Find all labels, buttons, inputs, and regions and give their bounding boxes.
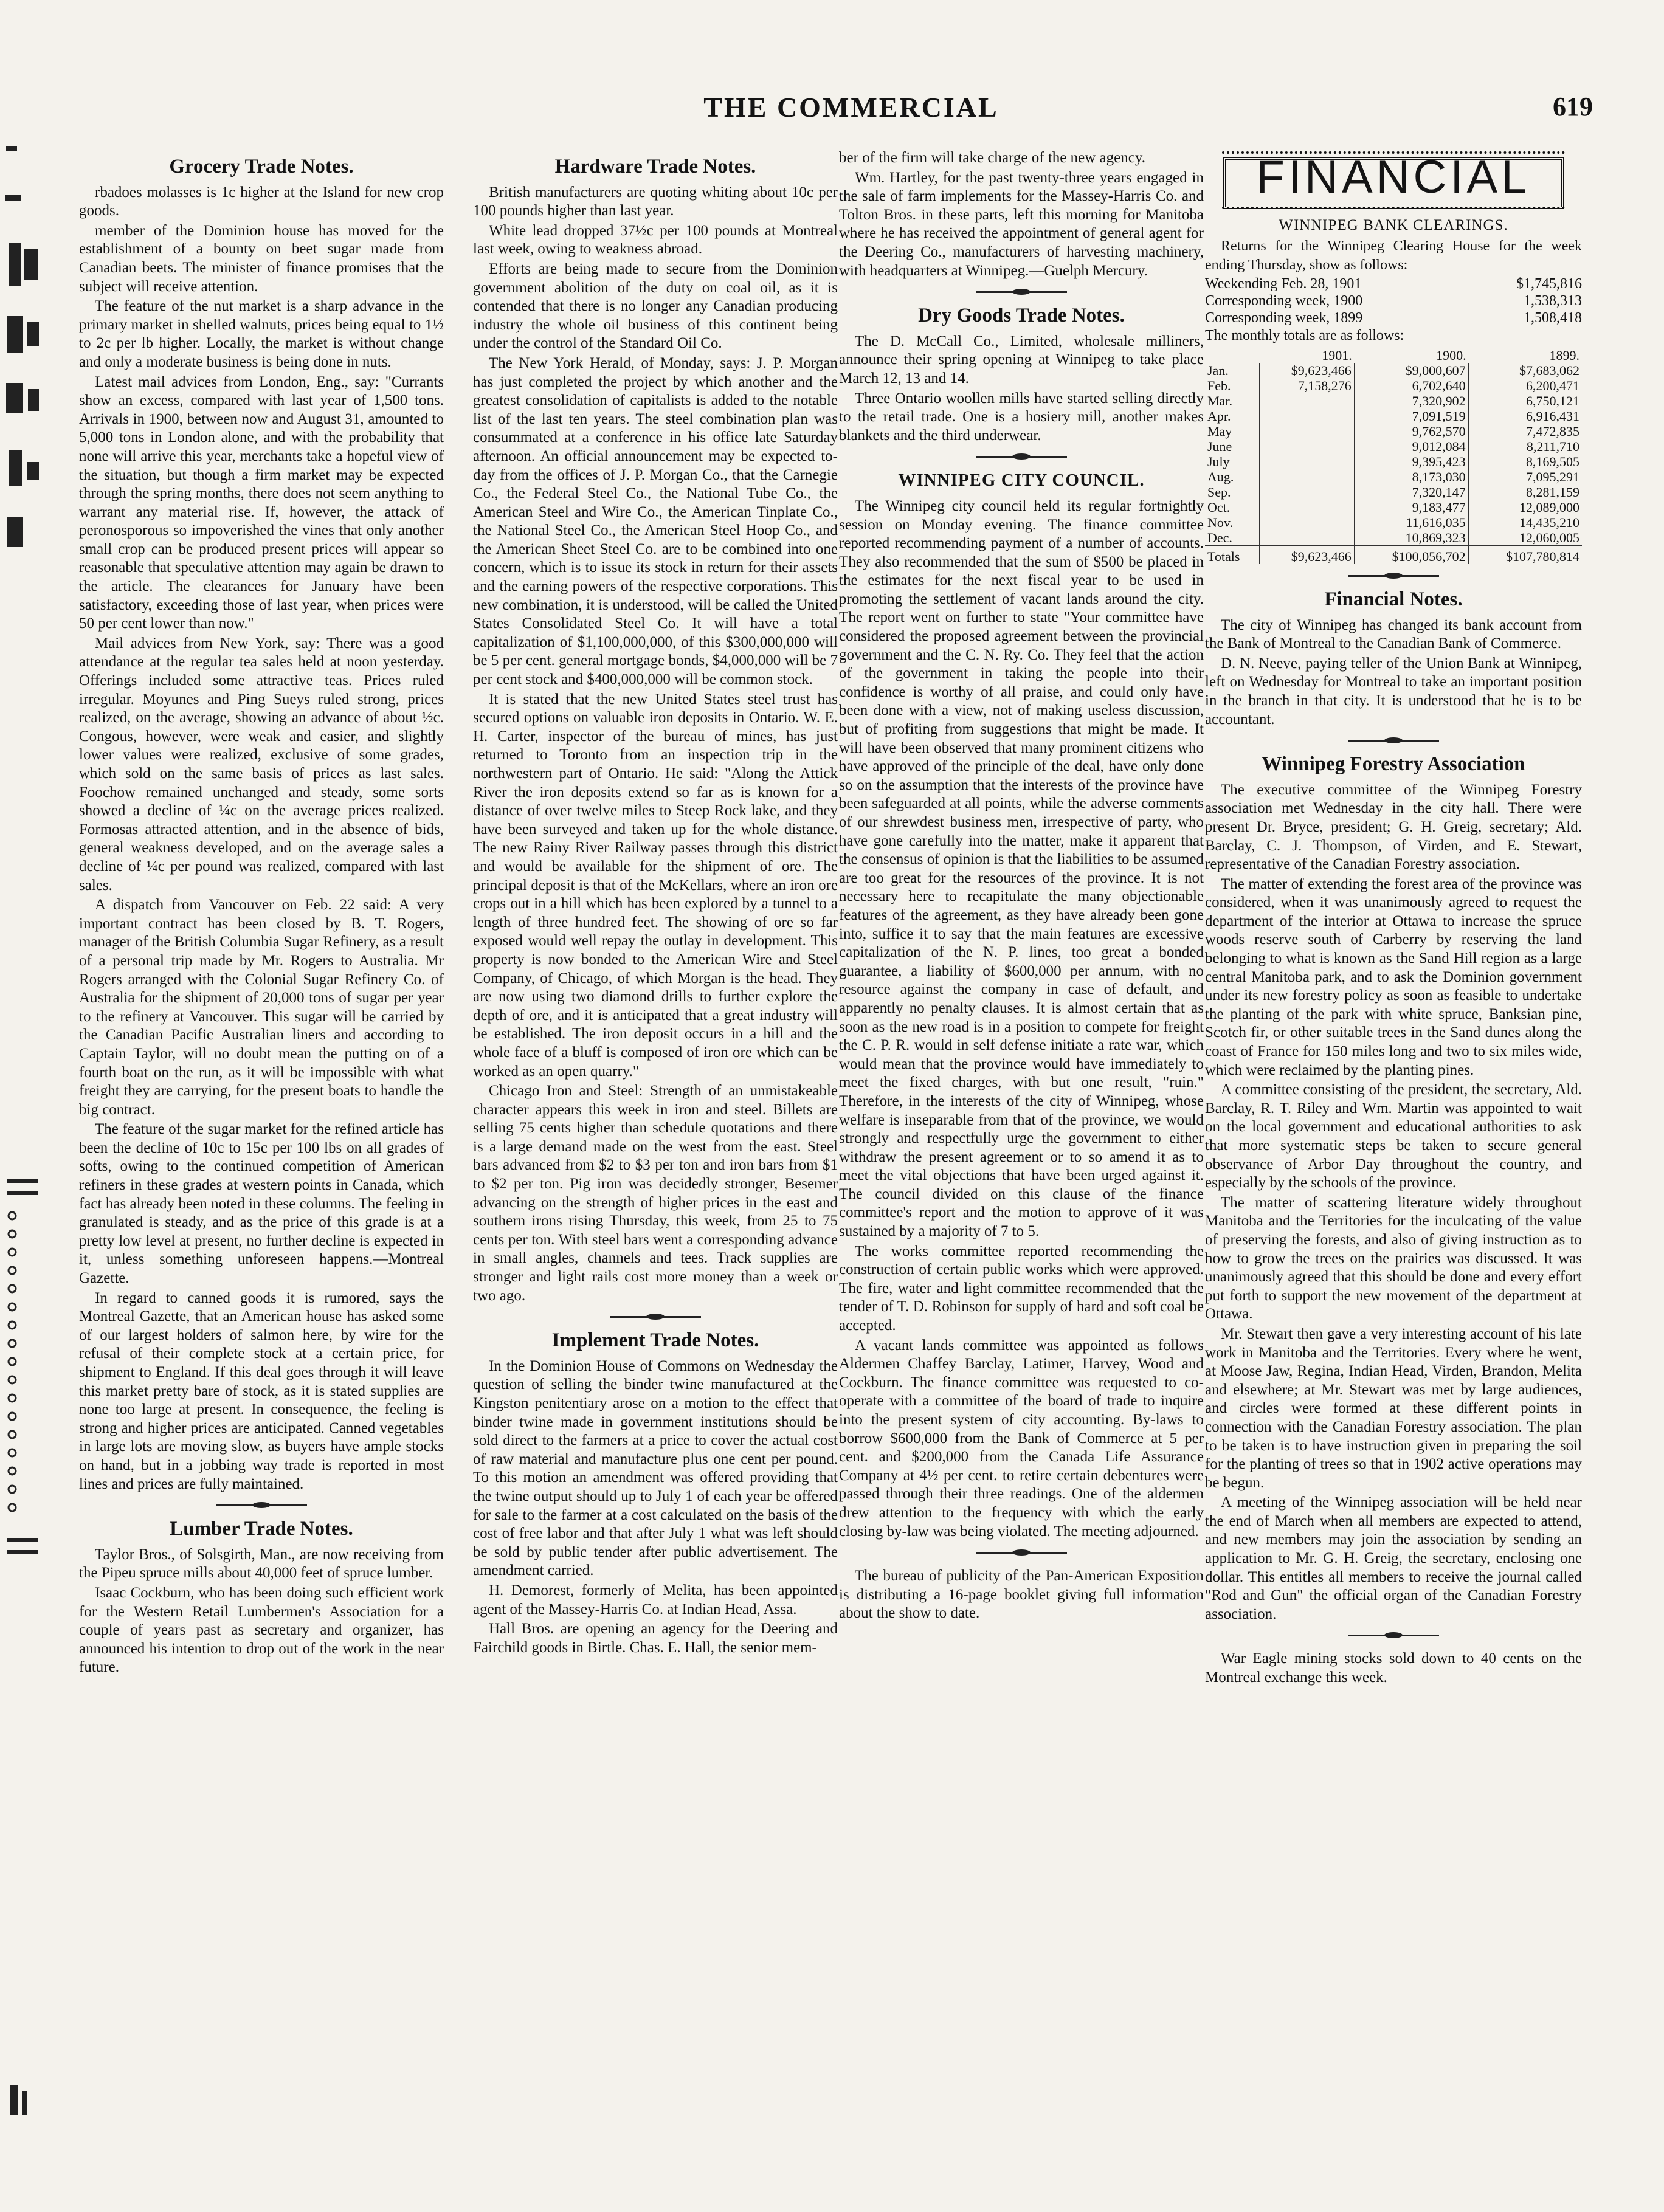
- table-row: [1205, 408, 1582, 424]
- forestry-paragraph: A committee consisting of the president, the secretary, Ald. Barclay, R. T. Riley and Wm. Martin was appointed to wait on the local government and educational authorities to ask that more systematic steps be taken to secure general observance of Arbor Day throughout the country, and especially by the schools of the province.: [1205, 1081, 1582, 1191]
- year-header: 1899.: [1549, 347, 1579, 363]
- financial-notes-heading: Financial Notes.: [1324, 588, 1463, 610]
- amount-cell: 8,169,505: [1469, 454, 1582, 469]
- financial-notes-paragraph: The city of Winnipeg has changed its bank account from the Bank of Montreal to the Canadian Bank of Commerce.: [1205, 616, 1582, 652]
- financial-notes-paragraph: D. N. Neeve, paying teller of the Union Bank at Winnipeg, left on Wednesday for Montreal to take an important position in the branch in that city. It is understood that he is to be accountant.: [1205, 655, 1582, 728]
- amount-cell: [1260, 454, 1355, 469]
- amount-cell: 8,173,030: [1355, 469, 1469, 484]
- table-row: [1205, 393, 1582, 408]
- amount-cell: $9,623,466: [1260, 546, 1355, 564]
- month-cell: May: [1207, 423, 1232, 439]
- implement-heading: Implement Trade Notes.: [551, 1329, 759, 1352]
- amount-cell: 7,320,147: [1355, 484, 1469, 500]
- table-header-row: [1205, 348, 1582, 363]
- month-cell: Oct.: [1207, 499, 1231, 515]
- section-separator: [216, 1504, 307, 1509]
- table-row: [1205, 530, 1582, 546]
- banner-dotted-border: [1222, 207, 1565, 215]
- month-cell: Sep.: [1207, 484, 1231, 500]
- section-separator: [976, 291, 1067, 295]
- amount-cell: [1260, 484, 1355, 500]
- amount-cell: 9,012,084: [1355, 439, 1469, 454]
- section-separator: [610, 1316, 701, 1320]
- column-1: [79, 149, 444, 1678]
- table-row: [1205, 484, 1582, 500]
- war-eagle-paragraph: War Eagle mining stocks sold down to 40 cents on the Montreal exchange this week.: [1205, 1650, 1582, 1686]
- amount-cell: 14,435,210: [1469, 515, 1582, 530]
- continued-paragraph: ber of the firm will take charge of the new agency.: [839, 150, 1145, 166]
- forestry-paragraph: The matter of extending the forest area of the province was considered, when it was unanimously agreed to request the department of the interior at Ottawa to increase the spruce woods reserve south of Carberry by reserving the land belonging to what is known as the Sand Hill region as a large central Manitoba park, and to ask the Dominion government under its new forestry policy as soon as feasible to undertake the planting of the park with white spruce, Banksian pine, Scotch fir, or other suitable trees in the Sand dunes along the coast of France for 150 miles long and two to six miles wide, which were reclaimed by the planting pines.: [1205, 875, 1582, 1078]
- month-cell: Apr.: [1207, 408, 1231, 424]
- table-row: [1205, 424, 1582, 439]
- hardware-paragraph: British manufacturers are quoting whiting about 10c per 100 pounds higher than last year.: [473, 184, 838, 219]
- weekly-clearings: [1205, 275, 1582, 326]
- hardware-paragraph: Efforts are being made to secure from the Dominion government abolition of the duty on coal oil, as it is contended that there is no longer any Canadian producing industry the whole oil business of this continent being under the control of the Standard Oil Co.: [473, 260, 838, 352]
- implement-paragraph: Hall Bros. are opening an agency for the Deering and Fairchild goods in Birtle. Chas. E. Hall, the senior mem-: [473, 1621, 838, 1656]
- weekly-row: [1205, 275, 1582, 292]
- amount-cell: 7,095,291: [1469, 469, 1582, 484]
- amount-cell: 8,211,710: [1469, 439, 1582, 454]
- section-separator: [1348, 575, 1439, 579]
- running-title: THE COMMERCIAL: [703, 92, 999, 123]
- grocery-paragraph: A dispatch from Vancouver on Feb. 22 said: A very important contract has been closed by B. T. Rogers, manager of the British Columbia Sugar Refinery, as a result of a personal trip made by Mr. Rogers to Australia. Mr Rogers arranged with the Colonial Sugar Refinery Co. of Australia for the shipment of 20,000 tons of sugar per year to the refinery at Vancouver. This sugar will be carried by the Canadian Pacific Australian liners and according to Captain Taylor, will no doubt mean the putting on of a fourth boat on the run, as it will be impossible with what freight they are carrying, for the present boats to handle the big contract.: [79, 897, 444, 1118]
- amount-cell: [1260, 500, 1355, 515]
- amount-cell: $107,780,814: [1469, 546, 1582, 564]
- table-row: [1205, 363, 1582, 378]
- month-cell: June: [1207, 438, 1232, 454]
- amount-cell: $100,056,702: [1355, 546, 1469, 564]
- grocery-paragraph: The feature of the sugar market for the refined article has been the decline of 10c to 15c per 100 lbs on all grades of softs, owing to the continued competition of American refiners in these grades at western points in Canada, which fact has already been noted in these columns. The feeling in granulated is steady, and as the price of this grade is at a pretty low level at present, no further decline is expected in it, unless something unforeseen happens.—Montreal Gazette.: [79, 1121, 444, 1287]
- forestry-paragraph: Mr. Stewart then gave a very interesting account of his late work in Manitoba and the Territories. Every where he went, at Moose Jaw, Regina, Indian Head, Virden, Brandon, Melita and elsewhere; at Mr. Stewart was met by large audiences, and circles were formed at these different points in connection with the Canadian Forestry association. The plan to be taken is to have instruction given in preparing the soil for the planting of trees so that in 1902 active operations may be begun.: [1205, 1325, 1582, 1491]
- lumber-paragraph: Taylor Bros., of Solsgirth, Man., are now receiving from the Pipeu spruce mills about 40,000 feet of spruce lumber.: [79, 1546, 444, 1582]
- weekly-row: [1205, 292, 1582, 309]
- lumber-paragraph: Isaac Cockburn, who has been doing such efficient work for the Western Retail Lumbermen's Association for a couple of years past as secretary and organizer, has announced his intention to drop out of the work in the near future.: [79, 1584, 444, 1676]
- forestry-heading: Winnipeg Forestry Association: [1262, 753, 1525, 776]
- clearings-title: WINNIPEG BANK CLEARINGS.: [1279, 216, 1508, 233]
- weekly-value: 1,508,418: [1524, 310, 1582, 326]
- council-paragraph: The works committee reported recommending the construction of certain public works which were approved. The fire, water and light committee recommended that the tender of T. D. Robinson for supply of hard and soft coal be accepted.: [839, 1242, 1204, 1334]
- dry-goods-paragraph: Three Ontario woollen mills have started selling directly to the retail trade. One is a hosiery mill, another makes blankets and the third underwear.: [839, 390, 1204, 444]
- amount-cell: 7,158,276: [1260, 378, 1355, 393]
- amount-cell: 9,183,477: [1355, 500, 1469, 515]
- totals-row: [1205, 546, 1582, 564]
- month-cell: Dec.: [1207, 529, 1232, 545]
- amount-cell: [1260, 515, 1355, 530]
- page-header: [73, 91, 1629, 134]
- table-row: [1205, 469, 1582, 484]
- grocery-paragraph: The feature of the nut market is a sharp advance in the primary market in shelled walnuts, prices being equal to 1½ to 2c per lb higher. Locally, the market is without change and only a moderate business is being done in nuts.: [79, 298, 444, 370]
- amount-cell: [1260, 439, 1355, 454]
- forestry-paragraph: A meeting of the Winnipeg association will be held near the end of March when all members are expected to attend, and new members may join the association by sending an application to Mr. G. H. Greig, the secretary, enclosing one dollar. This entitles all members to receive the journal called "Rod and Gun" the official organ of the Canadian Forestry association.: [1205, 1494, 1582, 1622]
- column-2: [473, 149, 838, 1658]
- weekly-value: 1,538,313: [1524, 293, 1582, 309]
- section-separator: [1348, 1635, 1439, 1639]
- lumber-heading: Lumber Trade Notes.: [170, 1518, 353, 1540]
- council-paragraph: A vacant lands committee was appointed as follows Aldermen Chaffey Barclay, Latimer, Harvey, Wood and Cockburn. The finance committee was requested to co-operate with a committee of the board of trade to inquire into the present system of city accounting. By-laws to borrow $600,000 from the Bank of Commerce at 5 per cent. and $200,000 from the Canada Life Assurance Company at 4½ per cent. to retire certain debentures were passed through their three readings. One of the aldermen drew attention to the frequency with which the early closing by-law was being violated. The meeting adjourned.: [839, 1337, 1204, 1540]
- grocery-paragraph: rbadoes molasses is 1c higher at the Island for new crop goods.: [79, 184, 444, 219]
- weekly-value: $1,745,816: [1516, 276, 1582, 292]
- amount-cell: [1260, 530, 1355, 546]
- grocery-paragraph: member of the Dominion house has moved for the establishment of a bounty on beet sugar made from Canadian beets. The minister of finance promises that the subject will receive attention.: [79, 222, 444, 295]
- weekly-label: Weekending Feb. 28, 1901: [1205, 276, 1362, 292]
- hardware-paragraph: White lead dropped 37½c per 100 pounds at Montreal last week, owing to weakness abroad.: [473, 222, 838, 258]
- table-row: [1205, 439, 1582, 454]
- amount-cell: [1260, 408, 1355, 424]
- clearings-intro: Returns for the Winnipeg Clearing House for the week ending Thursday, show as follows:: [1205, 238, 1582, 273]
- amount-cell: 10,869,323: [1355, 530, 1469, 546]
- table-row: [1205, 515, 1582, 530]
- table-row: [1205, 378, 1582, 393]
- month-cell: Jan.: [1207, 362, 1229, 378]
- amount-cell: 11,616,035: [1355, 515, 1469, 530]
- financial-banner-title: FINANCIAL: [1256, 151, 1531, 203]
- amount-cell: 12,060,005: [1469, 530, 1582, 546]
- month-cell: Aug.: [1207, 469, 1234, 484]
- hardware-paragraph: Chicago Iron and Steel: Strength of an unmistakeable character appears this week in iron and steel. Billets are selling 75 cents higher than schedule quotations and there is a large demand made on the west from the east. Steel bars advanced from $2 to $3 per ton and iron bars from $1 to $2 per ton. Pig iron was decidedly stronger, Besemer advancing on the strength of higher prices in the east and southern irons rising Thursday, this week, from 25 to 75 cents per ton. With steel bars went a corresponding advance in small angles, channels and tees. Track supplies are stronger and light rails cost more money than a week or two ago.: [473, 1083, 838, 1304]
- monthly-intro: The monthly totals are as follows:: [1205, 328, 1404, 344]
- amount-cell: [1260, 469, 1355, 484]
- amount-cell: $9,000,607: [1355, 363, 1469, 378]
- table-row: [1205, 500, 1582, 515]
- financial-banner: [1223, 151, 1564, 209]
- binding-edge-marks: [0, 122, 58, 2158]
- banner-dotted-border: [1222, 151, 1565, 160]
- city-council-heading: WINNIPEG CITY COUNCIL.: [898, 470, 1145, 491]
- month-cell: July: [1207, 453, 1230, 469]
- amount-cell: 6,916,431: [1469, 408, 1582, 424]
- column-4: [1205, 149, 1582, 1689]
- amount-cell: 12,089,000: [1469, 500, 1582, 515]
- continued-paragraph: Wm. Hartley, for the past twenty-three years engaged in the sale of farm implements for the Massey-Harris Co. and Tolton Bros. in these parts, left this morning for Manitoba where he has received the appointment of general agent for the Deering Co., manufacturers of harvesting machinery, with headquarters at Winnipeg.—Guelph Mercury.: [839, 169, 1204, 279]
- weekly-label: Corresponding week, 1899: [1205, 310, 1363, 326]
- month-cell: Feb.: [1207, 377, 1231, 393]
- grocery-paragraph: Mail advices from New York, say: There was a good attendance at the regular tea sales held at noon yesterday. Offerings included some attractive teas. Prices ruled irregular. Moyunes and Ping Sueys ruled strong, prices realized, on the average, showing an advance of about ½c. Congous, however, were weak and easier, and slightly lower values were realized, exclusive of some grades, which sold on the same basis of prices as last sales. Foochow remained unchanged and steady, some sorts showed a decline of ¼c on the average prices realized. Formosas attracted attention, and in the absence of bids, general weakness developed, and on the average sales a decline of ¼c per pound was realized, compared with last sales.: [79, 635, 444, 894]
- table-row: [1205, 454, 1582, 469]
- implement-paragraph: In the Dominion House of Commons on Wednesday the question of selling the binder twine manufactured at the Kingston penitentiary arose on a motion to the effect that binder twine made in government institutions should be sold direct to the farmers at a price to cover the actual cost of raw material and manufacture plus one cent per pound. To this motion an amendment was offered providing that the twine output should up to July 1 of each year be offered for sale to the farmer at a cost calculated on the basis of the cost of free labor and that after July 1 what was left should be sold by public tender after public advertisement. The amendment carried.: [473, 1357, 838, 1579]
- forestry-paragraph: The executive committee of the Winnipeg Forestry association met Wednesday in the city hall. There were present Dr. Bryce, president; G. H. Greig, secretary; Ald. Barclay, C. J. Thompson, of Virden, and E. Stewart, representative of the Canadian Forestry association.: [1205, 781, 1582, 873]
- year-header: 1900.: [1436, 347, 1466, 363]
- amount-cell: 9,762,570: [1355, 424, 1469, 439]
- column-3: [839, 149, 1204, 1624]
- amount-cell: 9,395,423: [1355, 454, 1469, 469]
- council-paragraph: The Winnipeg city council held its regular fortnightly session on Monday evening. The finance committee reported recommending payment of a number of accounts. They also recommended that the sum of $500 be placed in the estimates for the next fiscal year to be used in promoting the settlement of vacant lands around the city. The report went on further to state "Your committee have considered the proposed agreement between the provincial government and the C. N. Ry. Co. They feel that the action of the government in taking the people into their confidence is worthy of all praise, and could only have been done with a view, not of making useless discussion, but of profiting from suggestions that might be made. It will have been observed that many prominent citizens who have approved of the principle of the deal, have only done so on the assumption that the interests of the province have been safeguarded at all points, while the adverse comments of our shrewdest business men, irrespective of party, who have gone carefully into the matter, make it apparent that the consensus of opinion is that the liabilities to be assumed are too great for the resources of the province. It is not necessary here to recapitulate the many objectionable features of the agreement, as they have already been gone into, suffice it to say that the main features are excessive capitalization of the N. P. lines, too great a bonded guarantee, a liability of $600,000 per annum, with no resource against the company in case of default, and apparently no penalty clauses. It is almost certain that as soon as the new road is in a position to compete for freight the C. P. R. would in self defense initiate a rate war, which would mean that the province would have immediately to meet the fixed charges, with but one result, "ruin." Therefore, in the interests of the city of Winnipeg, whose welfare is inseparable from that of the province, we would strongly and respectfully urge the government to either withdraw the present agreement or to so amend it as to meet the vital objections that have been urged against it. The council divided on this clause of the finance committee's report and the motion to approve of it was sustained by a majority of 7 to 5.: [839, 497, 1204, 1240]
- amount-cell: [1260, 424, 1355, 439]
- hardware-paragraph: It is stated that the new United States steel trust has secured options on valuable iron deposits in Ontario. W. E. H. Carter, inspector of the bureau of mines, has just returned to Toronto from an inspection trip in the northwestern part of Ontario. He said: "Along the Attick River the iron deposits extend so far as is known for a distance of over twelve miles to Steep Rock lake, and they have been surveyed and taken up for the whole distance. The new Rainy River Railway passes through this district and would be available for the shipment of ore. The principal deposit is that of the McKellars, where an iron ore crops out in a hill which has been explored by a tunnel to a length of three hundred feet. The showing of ore so far exposed would well repay the outlay in development. This property is now bonded to the American Wire and Steel Company, of Chicago, of which Morgan is the head. They are now using two diamond drills to further explore the depth of ore, and it is anticipated that a great industry will be established. The iron deposit occurs in a hill and the whole face of a bluff is composed of iron ore which can be worked as an open quarry.": [473, 691, 838, 1080]
- hardware-heading: Hardware Trade Notes.: [554, 156, 756, 177]
- weekly-row: [1205, 309, 1582, 326]
- dry-goods-paragraph: The D. McCall Co., Limited, wholesale milliners, announce their spring opening at Winnipeg to take place March 12, 13 and 14.: [839, 332, 1204, 387]
- page-number: 619: [1553, 92, 1593, 122]
- section-separator: [1348, 740, 1439, 744]
- month-cell: Mar.: [1207, 393, 1232, 408]
- amount-cell: 6,750,121: [1469, 393, 1582, 408]
- section-separator: [976, 1552, 1067, 1556]
- implement-paragraph: H. Demorest, formerly of Melita, has been appointed agent of the Massey-Harris Co. at Indian Head, Assa.: [473, 1582, 838, 1618]
- grocery-heading: Grocery Trade Notes.: [169, 156, 354, 177]
- monthly-rows: [1205, 363, 1582, 564]
- grocery-paragraph: In regard to canned goods it is rumored, says the Montreal Gazette, that an American house has asked some of our largest holders of salmon here, by wire for the refusal of their complete stock at a certain price, for shipment to England. If this deal goes through it will leave this market pretty bare of stock, as it is stated supplies are none too large at present. In consequence, the feeling is strong and higher prices are anticipated. Canned vegetables in large lots are moving slow, as buyers have ample stocks on hand, but in a jobbing way trade is reported in most lines and prices are fully maintained.: [79, 1289, 444, 1492]
- amount-cell: $7,683,062: [1469, 363, 1582, 378]
- amount-cell: 6,200,471: [1469, 378, 1582, 393]
- pan-american-paragraph: The bureau of publicity of the Pan-American Exposition is distributing a 16-page booklet giving full information about the show to date.: [839, 1568, 1204, 1622]
- amount-cell: 7,472,835: [1469, 424, 1582, 439]
- monthly-clearings-table: [1205, 348, 1582, 564]
- amount-cell: 6,702,640: [1355, 378, 1469, 393]
- forestry-paragraph: The matter of scattering literature widely throughout Manitoba and the Territories for the inculcating of the value of preserving the forests, and also of giving instruction as to how to grow the trees on the prairies was discussed. It was unanimously agreed that this should be done and every effort put forth to support the new movement of the department at Ottawa.: [1205, 1194, 1582, 1323]
- amount-cell: [1260, 393, 1355, 408]
- dry-goods-heading: Dry Goods Trade Notes.: [918, 305, 1125, 327]
- amount-cell: 7,091,519: [1355, 408, 1469, 424]
- month-cell: Totals: [1205, 546, 1260, 564]
- grocery-paragraph: Latest mail advices from London, Eng., say: "Currants show an excess, compared with last year of 1,500 tons. Arrivals in 1900, between now and August 31, amounted to 5,000 tons in London alone, and with the probability that none will arrive this year, merchants take a hopeful view of the situation, but though a firm market may be expected through the spring months, there does not seem anything to warrant any material rise. If, however, the attack of peronosporous so impoverished the vines that only another small crop can be produced present prices will appear so reasonable that speculative attention may again be drawn to the article. The clearances for January have been satisfactory, exceeding those of last year, when prices were 50 per cent lower than now.": [79, 373, 444, 632]
- section-separator: [976, 456, 1067, 460]
- hardware-paragraph: The New York Herald, of Monday, says: J. P. Morgan has just completed the project by which another and the greatest consolidation of capitalists is added to the notable list of the last ten years. The steel combination plan was consummated at a conference in his office late Saturday afternoon. An official announcement may be expected to-day from the offices of J. P. Morgan Co., that the Carnegie Co., the Federal Steel Co., the National Tube Co., the American Steel and Wire Co., the American Tinplate Co., the National Steel Co., the American Steel Hoop Co., and the American Sheet Steel Co. are to be combined into one concern, which is to issue its stock in return for their assets and the earning powers of the respective corporations. This new combination, it is understood, will be called the United States Consolidated Steel Co. It will have a total capitalization of $1,100,000,000, of this $300,000,000 will be 5 per cent. general mortgage bonds, $4,000,000 will be 7 per cent stock and $400,000,000 will be common stock.: [473, 354, 838, 688]
- year-header: 1901.: [1322, 347, 1352, 363]
- amount-cell: 7,320,902: [1355, 393, 1469, 408]
- weekly-label: Corresponding week, 1900: [1205, 293, 1363, 309]
- amount-cell: $9,623,466: [1260, 363, 1355, 378]
- month-cell: Nov.: [1207, 514, 1233, 530]
- amount-cell: 8,281,159: [1469, 484, 1582, 500]
